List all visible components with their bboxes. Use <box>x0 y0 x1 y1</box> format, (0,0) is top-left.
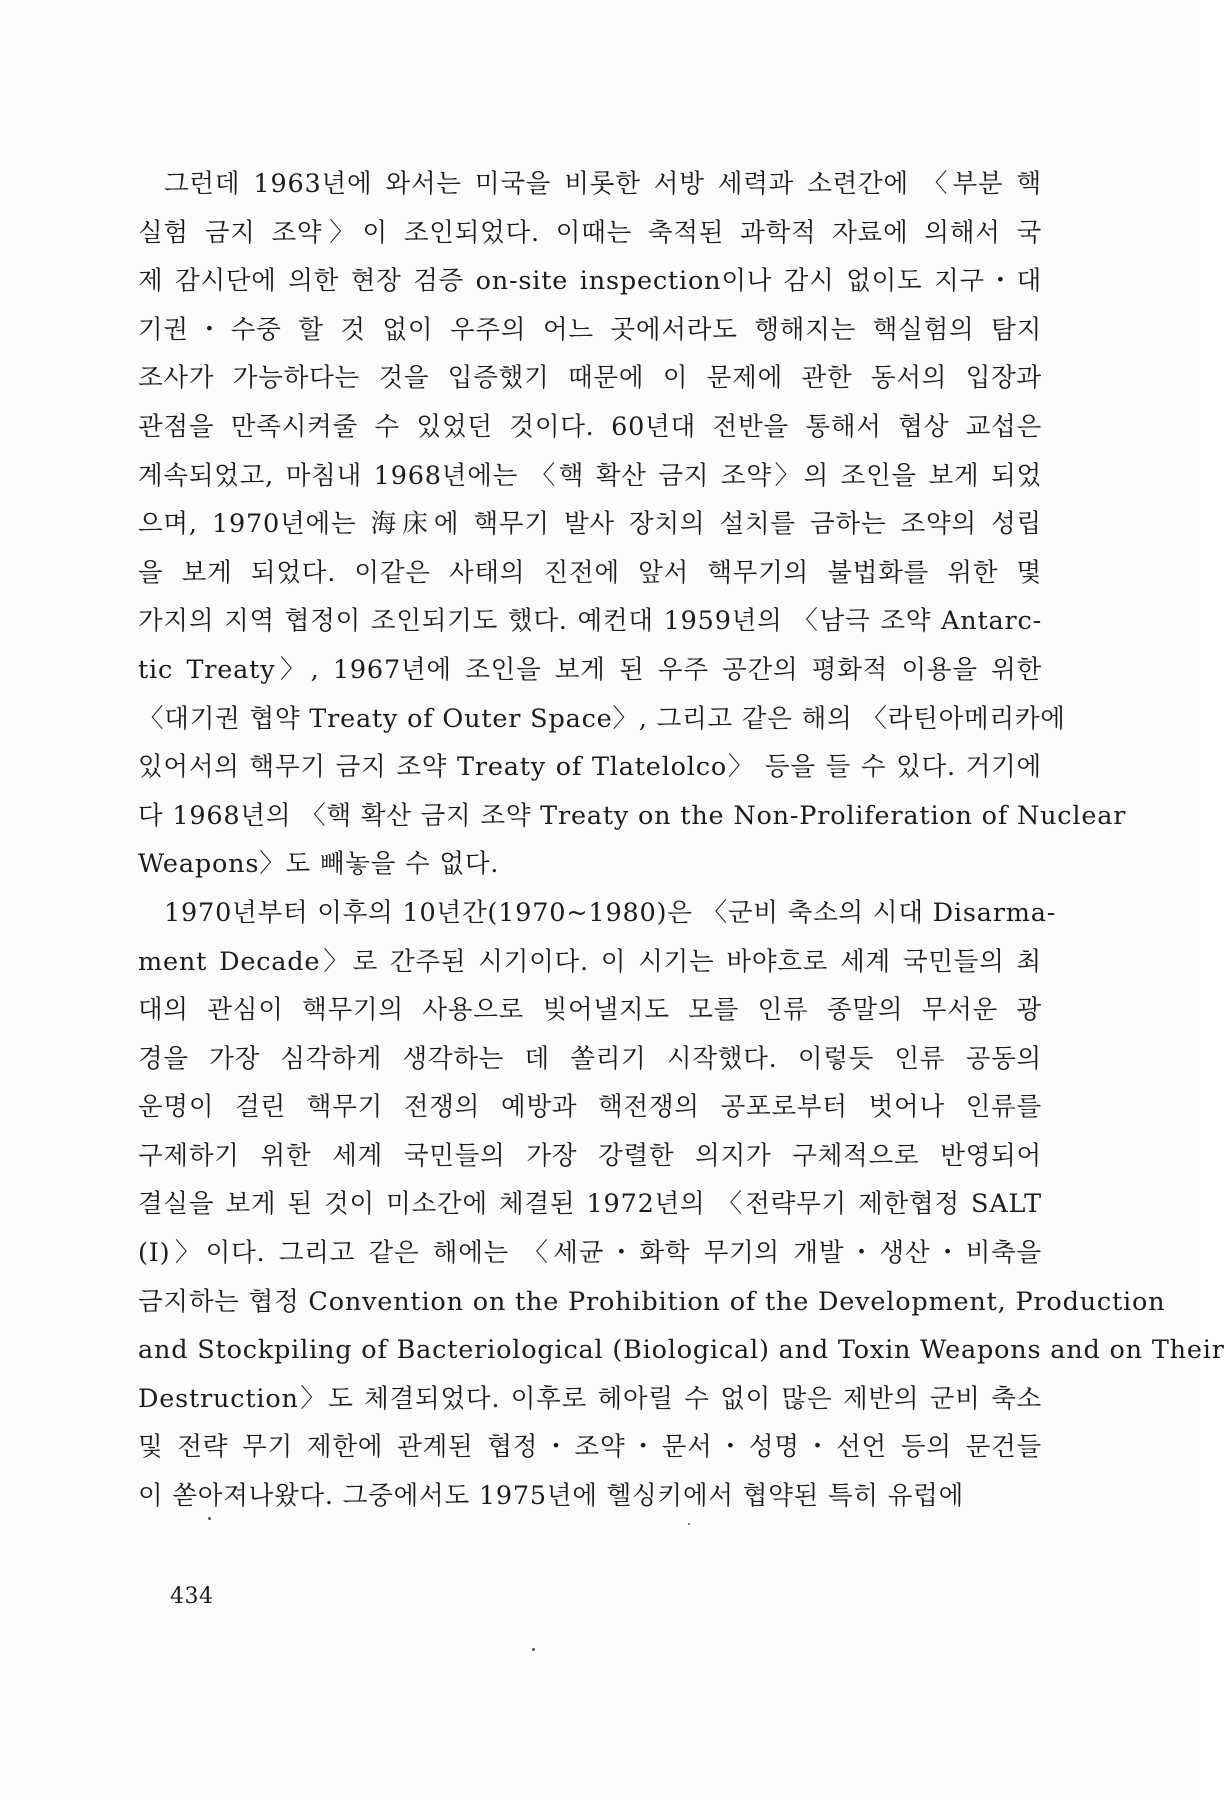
text-line: 기권・수중 할 것 없이 우주의 어느 곳에서라도 행해지는 핵실험의 탐지 <box>138 314 1042 345</box>
text-line: 계속되었고, 마침내 1968년에는 〈핵 확산 금지 조약〉의 조인을 보게 되었 <box>138 460 1042 491</box>
scan-speck <box>532 1648 535 1651</box>
text-line: 있어서의 핵무기 금지 조약 Treaty of Tlatelolco〉 등을 들 수 있다. 거기에 <box>138 752 1042 783</box>
text-line: 금지하는 협정 Convention on the Prohibition of the Development, Production <box>138 1286 1166 1317</box>
text-line: 결실을 보게 된 것이 미소간에 체결된 1972년의 〈전략무기 제한협정 SALT <box>138 1189 1042 1220</box>
text-line: 으며, 1970년에는 海床에 핵무기 발사 장치의 설치를 금하는 조약의 성립 <box>138 509 1042 540</box>
text-line: 을 보게 되었다. 이같은 사태의 진전에 앞서 핵무기의 불법화를 위한 몇 <box>138 557 1042 588</box>
paragraph-1 <box>138 160 1127 889</box>
scan-speck <box>688 1523 690 1525</box>
text-line: 1970년부터 이후의 10년간(1970~1980)은 〈군비 축소의 시대 Disarma- <box>164 897 1057 928</box>
text-line: 다 1968년의 〈핵 확산 금지 조약 Treaty on the Non-Proliferation of Nuclear <box>138 800 1127 831</box>
page-number: 434 <box>170 1584 214 1609</box>
text-line: 운명이 걸린 핵무기 전쟁의 예방과 핵전쟁의 공포로부터 벗어나 인류를 <box>138 1092 1042 1123</box>
text-line: (I)〉이다. 그리고 같은 해에는 〈세균・화학 무기의 개발・생산・비축을 <box>138 1238 1042 1269</box>
text-line: 구제하기 위한 세계 국민들의 가장 강렬한 의지가 구체적으로 반영되어 <box>138 1140 1042 1171</box>
scan-speck <box>208 1517 211 1520</box>
text-line: Weapons〉도 빼놓을 수 없다. <box>138 849 500 880</box>
text-line: 조사가 가능하다는 것을 입증했기 때문에 이 문제에 관한 동서의 입장과 <box>138 363 1042 394</box>
text-line: 그런데 1963년에 와서는 미국을 비롯한 서방 세력과 소련간에 〈부분 핵 <box>164 169 1042 199</box>
text-line: 〈대기권 협약 Treaty of Outer Space〉, 그리고 같은 해의 〈라틴아메리카에 <box>138 703 1066 734</box>
text-line: 이 쏟아져나왔다. 그중에서도 1975년에 헬싱키에서 협약된 특히 유럽에 <box>138 1481 965 1512</box>
text-line: ment Decade〉로 간주된 시기이다. 이 시기는 바야흐로 세계 국민들의 최 <box>138 946 1042 977</box>
text-line: tic Treaty〉, 1967년에 조인을 보게 된 우주 공간의 평화적 이용을 위한 <box>138 654 1042 685</box>
text-line: and Stockpiling of Bacteriological (Biological) and Toxin Weapons and on Their <box>138 1335 1225 1366</box>
text-line: 및 전략 무기 제한에 관계된 협정・조약・문서・성명・선언 등의 문건들 <box>138 1432 1042 1463</box>
text-line: Destruction〉도 체결되었다. 이후로 헤아릴 수 없이 많은 제반의 군비 축소 <box>138 1383 1042 1414</box>
paragraph-2 <box>138 889 1225 1521</box>
text-line: 경을 가장 심각하게 생각하는 데 쏠리기 시작했다. 이렇듯 인류 공동의 <box>138 1043 1042 1074</box>
text-line: 가지의 지역 협정이 조인되기도 했다. 예컨대 1959년의 〈남극 조약 Antarc- <box>138 606 1042 637</box>
body-text <box>138 160 1225 1521</box>
text-line: 관점을 만족시켜줄 수 있었던 것이다. 60년대 전반을 통해서 협상 교섭은 <box>138 411 1042 442</box>
text-line: 대의 관심이 핵무기의 사용으로 빚어낼지도 모를 인류 종말의 무서운 광 <box>138 995 1042 1026</box>
text-line: 제 감시단에 의한 현장 검증 on-site inspection이나 감시 없이도 지구・대 <box>138 266 1042 297</box>
text-line: 실험 금지 조약〉이 조인되었다. 이때는 축적된 과학적 자료에 의해서 국 <box>138 217 1042 248</box>
